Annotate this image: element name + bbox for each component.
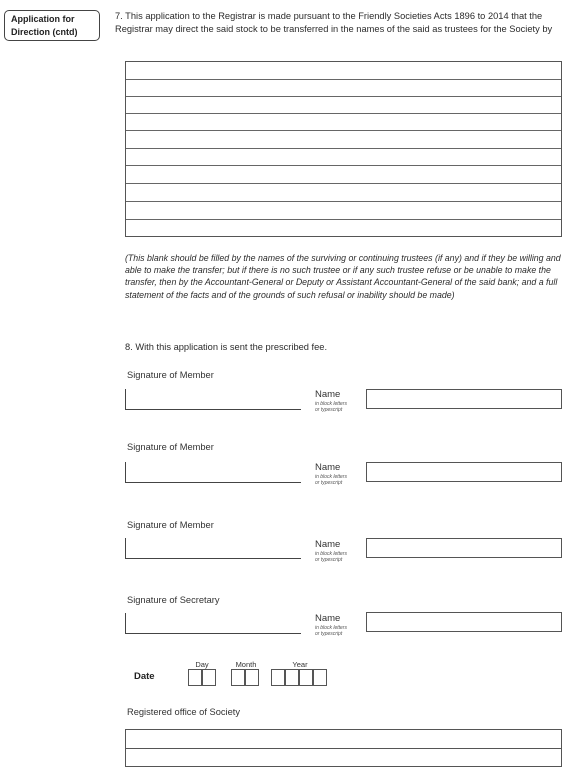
entry-line xyxy=(126,219,561,220)
section-label-line-2: Direction (cntd) xyxy=(11,27,78,37)
name-hint: in block letters xyxy=(315,551,347,557)
name-field[interactable] xyxy=(366,538,562,558)
date-day-digit[interactable] xyxy=(188,669,202,686)
name-hint: in block letters xyxy=(315,474,347,480)
signature-field[interactable] xyxy=(125,462,301,483)
entry-line xyxy=(126,183,561,184)
section-label-line-1: Application for xyxy=(11,14,75,24)
name-field[interactable] xyxy=(366,462,562,482)
name-hint: in block letters xyxy=(315,625,347,631)
entry-line xyxy=(126,201,561,202)
name-hint: or typescript xyxy=(315,480,343,486)
date-year-digit[interactable] xyxy=(299,669,313,686)
signature-label: Signature of Secretary xyxy=(127,595,220,605)
date-year-digit[interactable] xyxy=(285,669,299,686)
name-hint: or typescript xyxy=(315,631,343,637)
signature-field[interactable] xyxy=(125,613,301,634)
entry-line xyxy=(126,165,561,166)
signature-field[interactable] xyxy=(125,538,301,559)
name-label: Name xyxy=(315,462,341,473)
date-year-caption: Year xyxy=(292,660,308,669)
entry-line xyxy=(126,113,561,114)
registered-office-field[interactable] xyxy=(125,729,562,767)
trustees-entry-box[interactable] xyxy=(125,61,562,237)
entry-line xyxy=(126,748,561,749)
name-field[interactable] xyxy=(366,389,562,409)
signature-field[interactable] xyxy=(125,389,301,410)
name-hint: or typescript xyxy=(315,557,343,563)
entry-line xyxy=(126,96,561,97)
entry-line xyxy=(126,79,561,80)
name-field[interactable] xyxy=(366,612,562,632)
entry-line xyxy=(126,130,561,131)
date-month-digit[interactable] xyxy=(231,669,245,686)
name-label: Name xyxy=(315,613,341,624)
date-month-caption: Month xyxy=(235,660,257,669)
instruction-note: (This blank should be filled by the names of the surviving or continuing trustees (if any) and if they be willing and able to make the transfer; but if there is no such trustee or if any such trustee refuse or be unable to make the transfer, then by the Accountant-General or Deputy or Assistant Accountant-General of the said bank; and a full statement of the facts and of the grounds of such refusal or inability should be made) xyxy=(125,253,561,300)
name-hint: in block letters xyxy=(315,401,347,407)
signature-label: Signature of Member xyxy=(127,520,214,530)
date-label: Date xyxy=(134,671,155,682)
section-label xyxy=(4,10,100,41)
registered-office-label: Registered office of Society xyxy=(127,707,241,717)
date-year-digit[interactable] xyxy=(313,669,327,686)
name-hint: or typescript xyxy=(315,407,343,413)
date-day-digit[interactable] xyxy=(202,669,216,686)
date-year-digit[interactable] xyxy=(271,669,285,686)
paragraph-7: 7. This application to the Registrar is made pursuant to the Friendly Societies Acts 1896 to 2014 that the Registrar may direct the said stock to be transferred in the names of the said as trustees for the Society by xyxy=(115,11,553,34)
signature-label: Signature of Member xyxy=(127,442,214,452)
name-label: Name xyxy=(315,539,341,550)
entry-line xyxy=(126,148,561,149)
paragraph-8: 8. With this application is sent the prescribed fee. xyxy=(125,342,328,352)
name-label: Name xyxy=(315,389,341,400)
date-day-caption: Day xyxy=(195,660,209,669)
date-month-digit[interactable] xyxy=(245,669,259,686)
signature-label: Signature of Member xyxy=(127,370,214,380)
